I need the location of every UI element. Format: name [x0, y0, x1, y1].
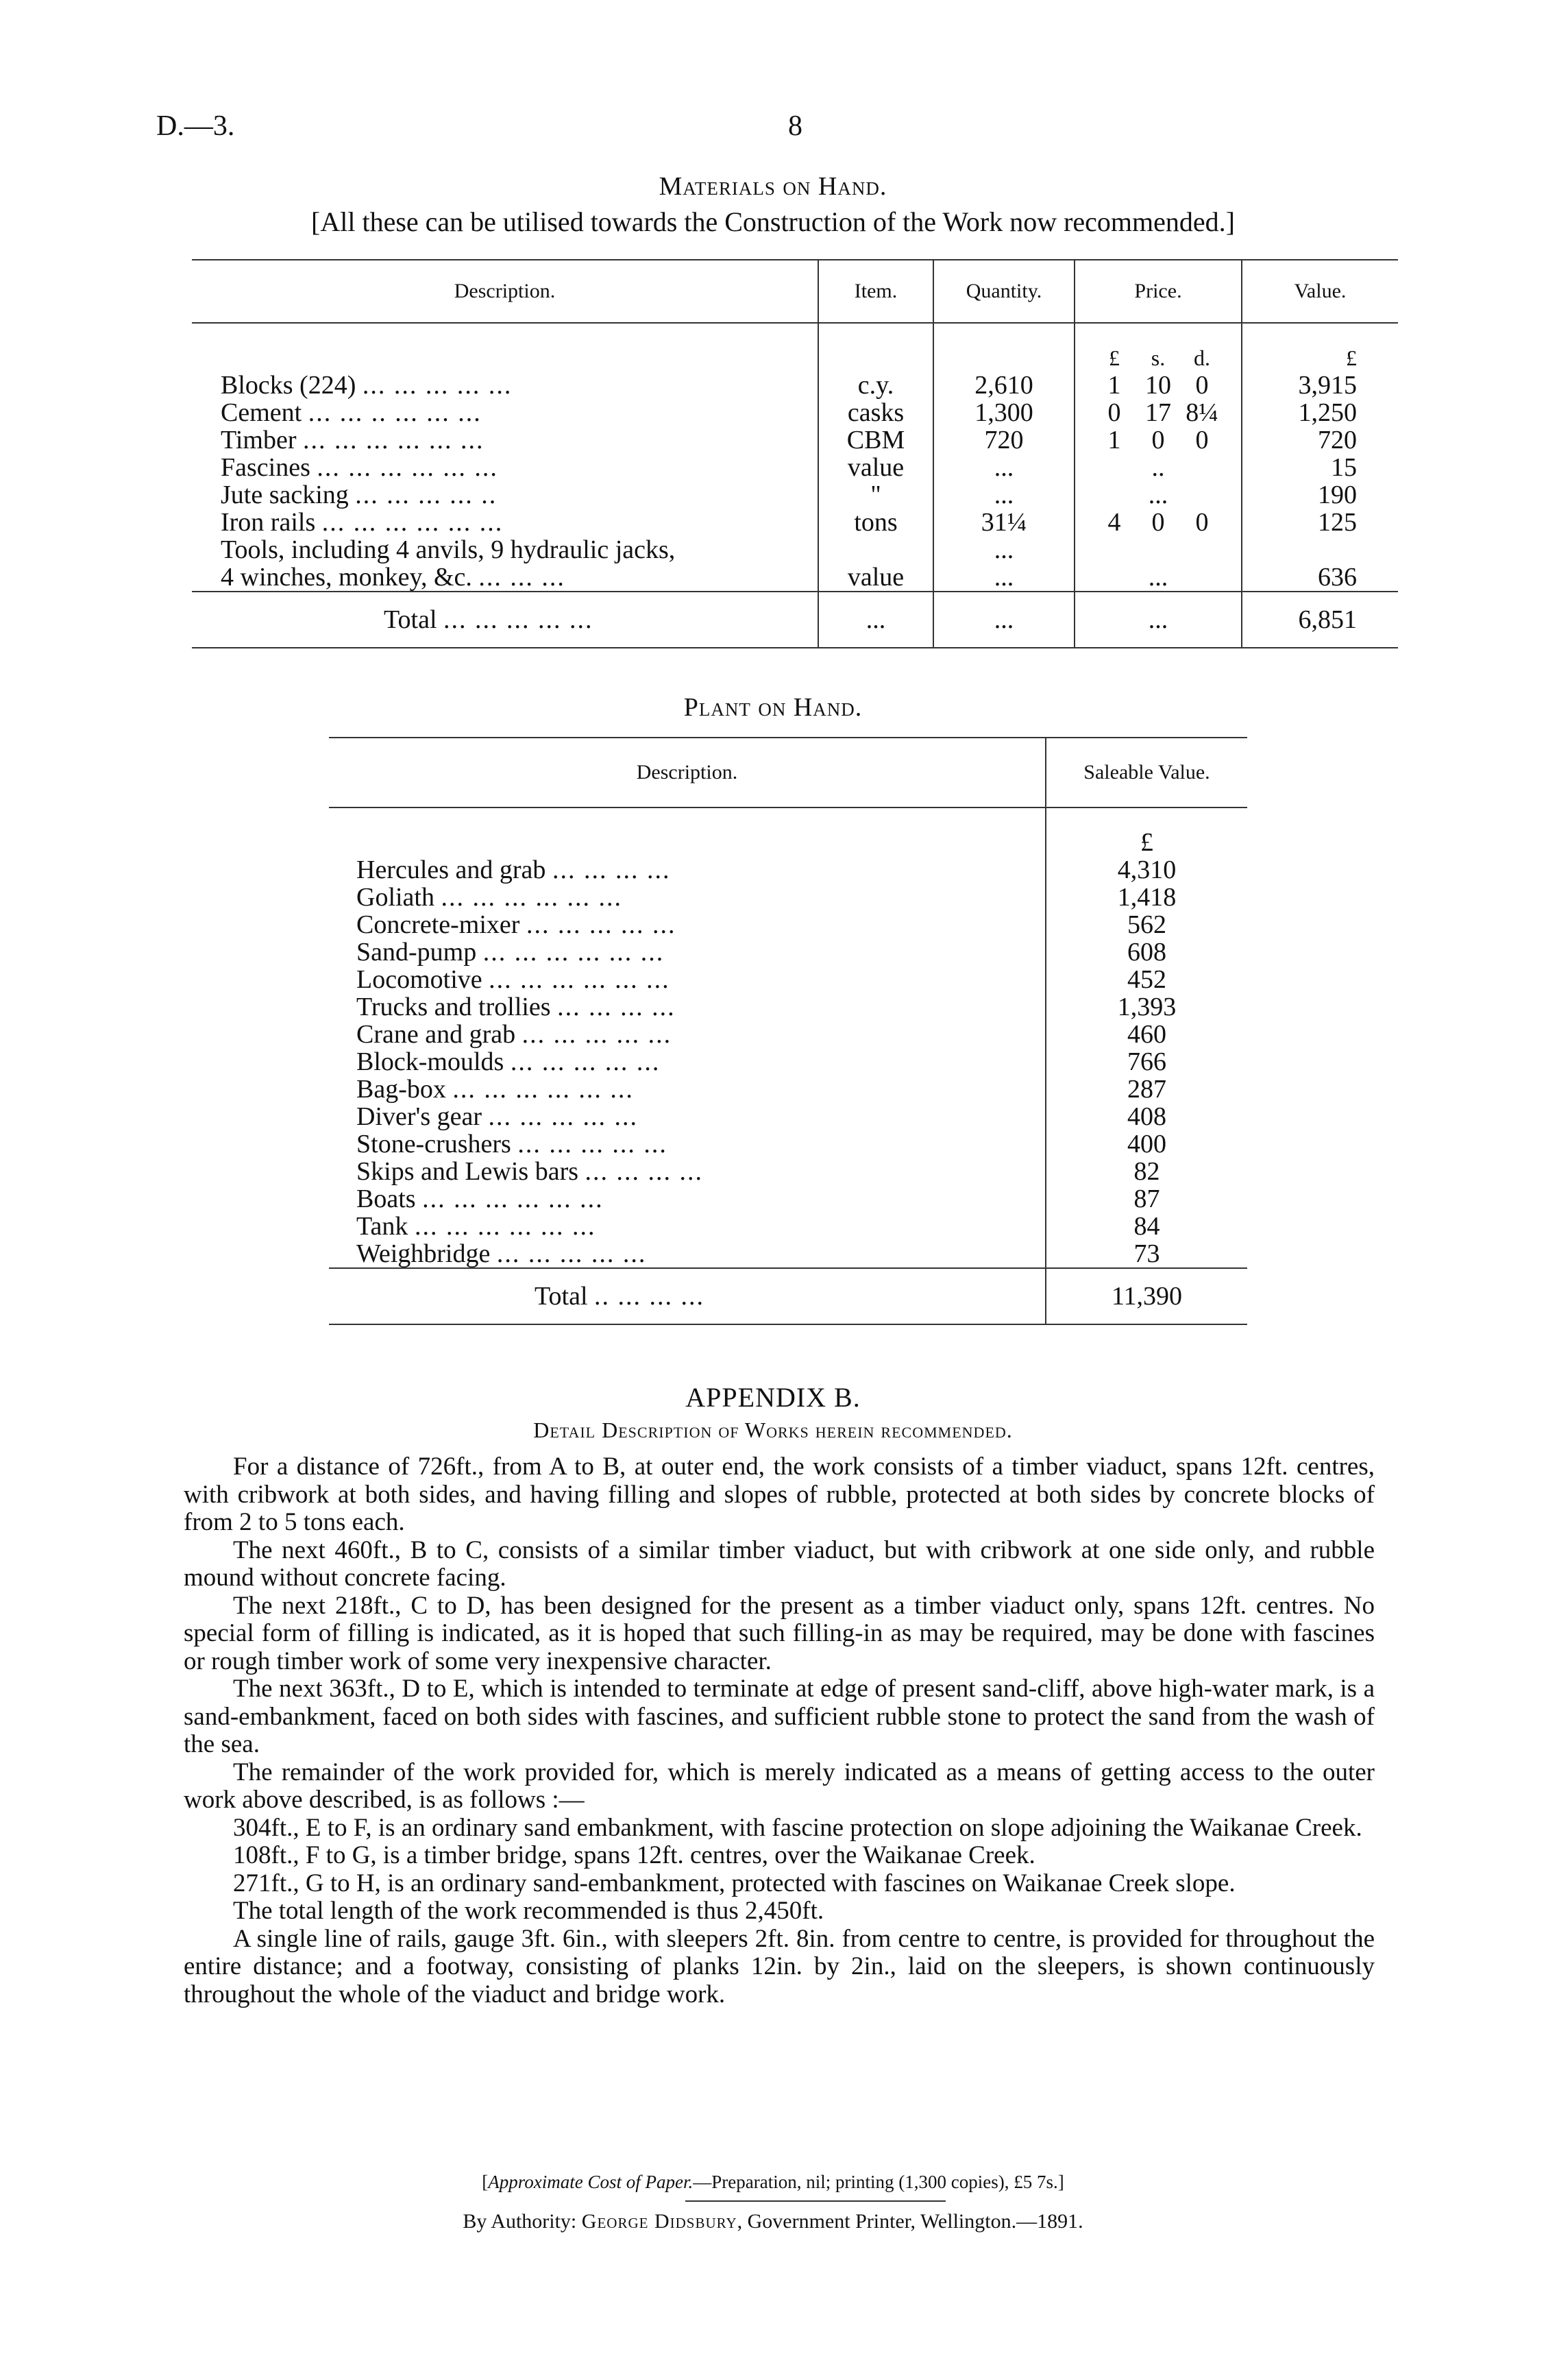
units-row: [192, 344, 1398, 372]
materials-row: [192, 399, 1398, 426]
row-leader: ... ... ... ... ..: [355, 481, 498, 509]
plant-row-value: 73: [1133, 1239, 1160, 1268]
row-value: 1,250: [1298, 398, 1357, 427]
materials-row: [192, 536, 1398, 563]
plant-row-value: 562: [1127, 910, 1166, 939]
plant-row-leader: ... ... ... ... ...: [517, 1130, 667, 1158]
materials-header-row: [192, 260, 1398, 323]
row-quantity: ...: [933, 454, 1075, 481]
plant-row-description-text: Crane and grab: [356, 1020, 516, 1049]
authority-prefix: By Authority:: [463, 2210, 577, 2233]
plant-row-value: 287: [1127, 1075, 1166, 1104]
plant-row-value: 408: [1127, 1102, 1166, 1131]
plant-row-leader: ... ... ... ... ... ...: [452, 1075, 634, 1104]
plant-row-leader: ... ... ... ... ... ...: [482, 938, 665, 967]
row-description-text: Fascines: [221, 453, 310, 482]
row-quantity: 1,300: [933, 399, 1075, 426]
plant-row-description: [329, 1048, 1046, 1076]
plant-row-value: 1,393: [1117, 993, 1177, 1021]
appendix-paragraph: 304ft., E to F, is an ordinary sand embankment, with fascine protection on slope adjoining the Waikanae Creek.: [233, 1813, 1362, 1842]
cost-text: —Preparation, nil; printing (1,300 copies), £5 7s.]: [693, 2172, 1064, 2192]
row-price: [1075, 426, 1242, 454]
plant-row-leader: ... ... ... ... ...: [510, 1047, 661, 1076]
row-leader: ... ... .. ... ... ...: [308, 398, 482, 427]
plant-row-description-text: Boats: [356, 1185, 416, 1213]
price-shillings: ...: [1148, 563, 1168, 592]
row-value: 125: [1318, 508, 1357, 537]
plant-row: [329, 1021, 1247, 1048]
row-description: [192, 372, 818, 399]
plant-row-description-text: Trucks and trollies: [356, 993, 551, 1021]
appendix-paragraph: The next 460ft., B to C, consists of a similar timber viaduct, but with cribwork at one side only, and rubble mound without concrete facing.: [184, 1535, 1375, 1592]
row-leader: ... ... ... ... ... ...: [303, 426, 484, 454]
row-description-text: Cement: [221, 398, 302, 427]
plant-row-leader: ... ... ... ... ...: [496, 1239, 647, 1268]
plant-row-description: [329, 856, 1046, 884]
row-leader: ... ... ... ... ... ...: [317, 453, 498, 482]
plant-row-leader: ... ... ... ... ... ...: [414, 1212, 596, 1241]
plant-total-row: [329, 1268, 1247, 1324]
printer-name: George Didsbury: [581, 2210, 737, 2233]
plant-row-description-text: Sand-pump: [356, 938, 477, 967]
row-quantity: 2,610: [933, 372, 1075, 399]
plant-total-label: Total: [535, 1282, 588, 1311]
row-description-text: Tools, including 4 anvils, 9 hydraulic jacks,: [221, 535, 676, 564]
document-reference: D.—3.: [156, 110, 235, 142]
row-description-text: 4 winches, monkey, &c.: [221, 563, 472, 592]
plant-row: [329, 1213, 1247, 1240]
price-shillings: 0: [1151, 426, 1165, 454]
plant-row-description: [329, 1103, 1046, 1130]
row-value: 190: [1318, 481, 1357, 509]
printer-authority: [0, 2210, 1546, 2233]
row-description: [192, 399, 818, 426]
price-pence: 0: [1195, 371, 1209, 400]
row-item: value: [818, 563, 933, 592]
price-shillings: 0: [1151, 508, 1165, 537]
appendix-paragraph: The total length of the work recommended is thus 2,450ft.: [233, 1897, 824, 1925]
plant-row-description: [329, 1185, 1046, 1213]
plant-row: [329, 938, 1247, 966]
plant-row-description: [329, 938, 1046, 966]
row-value: [1242, 536, 1398, 563]
materials-table: [192, 259, 1398, 648]
plant-row: [329, 1048, 1247, 1076]
plant-total-value: 11,390: [1046, 1268, 1247, 1324]
plant-row-value: 84: [1133, 1212, 1160, 1241]
plant-row-value: 608: [1127, 938, 1166, 967]
row-quantity: ...: [933, 536, 1075, 563]
plant-unit-row: [329, 829, 1247, 856]
plant-row-description: [329, 1213, 1046, 1240]
row-description-text: Timber: [221, 426, 297, 454]
col-price: Price.: [1075, 260, 1242, 323]
plant-col-value: Saleable Value.: [1046, 738, 1247, 807]
materials-row: [192, 426, 1398, 454]
plant-row-leader: ... ... ... ...: [557, 993, 676, 1021]
plant-row-description-text: Tank: [356, 1212, 408, 1241]
plant-row-description: [329, 966, 1046, 993]
plant-row: [329, 1240, 1247, 1268]
plant-row-value: 400: [1127, 1130, 1166, 1158]
plant-row-description: [329, 1130, 1046, 1158]
materials-title: Materials on Hand.: [659, 172, 887, 201]
row-price: [1075, 372, 1242, 399]
plant-unit: £: [1140, 828, 1153, 857]
plant-title: Plant on Hand.: [683, 693, 863, 722]
row-quantity: ...: [933, 563, 1075, 592]
row-price: [1075, 509, 1242, 536]
plant-row: [329, 993, 1247, 1021]
row-item: casks: [818, 399, 933, 426]
plant-row: [329, 911, 1247, 938]
plant-row-description: [329, 1240, 1046, 1268]
appendix-paragraph: 108ft., F to G, is a timber bridge, spans 12ft. centres, over the Waikanae Creek.: [233, 1841, 1035, 1869]
appendix-paragraph: For a distance of 726ft., from A to B, at outer end, the work consists of a timber viaduct, spans 12ft. centres, with cribwork at both sides, and having filling and slopes of rubble, protected at both sides by concrete blocks of from 2 to 5 tons each.: [184, 1453, 1375, 1536]
row-value: 636: [1318, 563, 1357, 592]
plant-row-value: 766: [1127, 1047, 1166, 1076]
plant-row-leader: ... ... ... ... ... ...: [489, 965, 670, 994]
row-description: [192, 536, 818, 563]
plant-row-description-text: Diver's gear: [356, 1102, 482, 1131]
plant-row: [329, 966, 1247, 993]
plant-row-description-text: Skips and Lewis bars: [356, 1157, 579, 1186]
price-pounds: 1: [1107, 426, 1121, 454]
col-description: Description.: [192, 260, 818, 323]
plant-row-description: [329, 884, 1046, 911]
row-description: [192, 509, 818, 536]
row-item: tons: [818, 509, 933, 536]
plant-total-leader: .. ... ... ...: [594, 1282, 705, 1311]
price-pence: 0: [1195, 426, 1209, 454]
materials-row: [192, 372, 1398, 399]
appendix-paragraph: The remainder of the work provided for, which is merely indicated as a means of getting access to the outer work above described, is as follows :—: [184, 1758, 1375, 1814]
plant-row-leader: ... ... ... ...: [585, 1157, 704, 1186]
unit-shillings: s.: [1151, 345, 1166, 370]
plant-row-value: 87: [1133, 1185, 1160, 1213]
price-shillings: ..: [1151, 453, 1165, 482]
plant-row-value: 4,310: [1117, 855, 1177, 884]
appendix-paragraph: A single line of rails, gauge 3ft. 6in., with sleepers 2ft. 8in. from centre to centre, is provided for throughout the entire distance; and a footway, consisting of planks 12in. by 2in., laid on the sleepers, is shown continuously throughout the whole of the viaduct and bridge work.: [184, 1924, 1375, 2008]
plant-row: [329, 1158, 1247, 1185]
materials-subtitle: [All these can be utilised towards the Construction of the Work now recommended.]: [311, 206, 1235, 237]
appendix-paragraph: The next 363ft., D to E, which is intended to terminate at edge of present sand-cliff, above high-water mark, is a sand-embankment, faced on both sides with fascines, and sufficient rubble stone to protect the sand from the wash of the sea.: [184, 1675, 1375, 1758]
total-leader: ... ... ... ... ...: [443, 605, 593, 634]
plant-col-description: Description.: [329, 738, 1046, 807]
plant-row-description: [329, 993, 1046, 1021]
plant-row-description-text: Locomotive: [356, 965, 482, 994]
plant-row-description-text: Goliath: [356, 883, 434, 912]
cost-open-bracket: [: [482, 2172, 489, 2192]
plant-row-value: 460: [1127, 1020, 1166, 1049]
row-value: 15: [1331, 453, 1357, 482]
plant-row-description: [329, 1158, 1046, 1185]
plant-table: [329, 737, 1247, 1325]
row-price: [1075, 481, 1242, 509]
row-description: [192, 481, 818, 509]
appendix-subtitle: Detail Description of Works herein recommended.: [533, 1418, 1013, 1442]
plant-row-description-text: Block-moulds: [356, 1047, 504, 1076]
row-description: [192, 426, 818, 454]
price-pence: 8¼: [1186, 398, 1218, 427]
row-description-text: Iron rails: [221, 508, 316, 537]
total-price: ...: [1075, 592, 1242, 648]
plant-row-description-text: Concrete-mixer: [356, 910, 520, 939]
col-item: Item.: [818, 260, 933, 323]
unit-pounds: £: [1109, 345, 1120, 370]
plant-row-value: 82: [1133, 1157, 1160, 1186]
plant-row: [329, 856, 1247, 884]
row-item: CBM: [818, 426, 933, 454]
row-description-text: Blocks (224): [221, 371, 356, 400]
row-leader: ... ... ...: [478, 563, 565, 592]
total-label: Total: [384, 605, 437, 634]
price-pounds: 1: [1107, 371, 1121, 400]
appendix-title: APPENDIX B.: [685, 1382, 861, 1413]
total-quantity: ...: [933, 592, 1075, 648]
price-pounds: 0: [1107, 398, 1121, 427]
row-item: value: [818, 454, 933, 481]
row-item: [818, 536, 933, 563]
row-quantity: 31¼: [933, 509, 1075, 536]
total-item: ...: [818, 592, 933, 648]
plant-row-value: 1,418: [1117, 883, 1177, 912]
appendix-paragraph: The next 218ft., C to D, has been designed for the present as a timber viaduct only, spans 12ft. centres. No special form of filling is indicated, as it is hoped that such filling-in as may be required, may be done with fascines or rough timber work of some very inexpensive character.: [184, 1591, 1375, 1675]
plant-row-description: [329, 1076, 1046, 1103]
plant-row-leader: ... ... ... ... ...: [526, 910, 676, 939]
plant-row-description: [329, 1021, 1046, 1048]
price-shillings: 17: [1145, 398, 1171, 427]
materials-row: [192, 563, 1398, 592]
materials-row: [192, 454, 1398, 481]
col-value: Value.: [1242, 260, 1398, 323]
col-quantity: Quantity.: [933, 260, 1075, 323]
row-item: ": [818, 481, 933, 509]
plant-row-leader: ... ... ... ...: [552, 855, 671, 884]
plant-row-leader: ... ... ... ... ... ...: [422, 1185, 604, 1213]
cost-note: [0, 2172, 1546, 2193]
row-price: [1075, 454, 1242, 481]
unit-pence: d.: [1194, 345, 1210, 370]
appendix-body: [184, 1453, 1375, 2008]
materials-total-row: [192, 592, 1398, 648]
cost-label: Approximate Cost of Paper.: [488, 2172, 694, 2192]
plant-row-leader: ... ... ... ... ...: [488, 1102, 639, 1131]
row-description: [192, 454, 818, 481]
price-shillings: ...: [1148, 481, 1168, 509]
row-leader: ... ... ... ... ... ...: [321, 508, 504, 537]
plant-row: [329, 1076, 1247, 1103]
total-value: 6,851: [1242, 592, 1398, 648]
row-quantity: 720: [933, 426, 1075, 454]
authority-suffix: , Government Printer, Wellington.—1891.: [737, 2210, 1083, 2233]
plant-row-value: 452: [1127, 965, 1166, 994]
row-item: c.y.: [818, 372, 933, 399]
row-price: [1075, 536, 1242, 563]
plant-row-leader: ... ... ... ... ...: [522, 1020, 672, 1049]
appendix-paragraph: 271ft., G to H, is an ordinary sand-embankment, protected with fascines on Waikanae Creek slope.: [233, 1869, 1236, 1897]
plant-row-description-text: Stone-crushers: [356, 1130, 511, 1158]
row-value: 3,915: [1298, 371, 1357, 400]
plant-row: [329, 884, 1247, 911]
plant-row-description-text: Bag-box: [356, 1075, 446, 1104]
materials-row: [192, 481, 1398, 509]
row-price: [1075, 399, 1242, 426]
plant-header-row: [329, 738, 1247, 807]
row-price: [1075, 563, 1242, 592]
price-shillings: 10: [1145, 371, 1171, 400]
unit-value: £: [1346, 345, 1357, 370]
row-value: 720: [1318, 426, 1357, 454]
row-leader: ... ... ... ... ...: [362, 371, 513, 400]
materials-row: [192, 509, 1398, 536]
plant-row-leader: ... ... ... ... ... ...: [441, 883, 622, 912]
row-description-text: Jute sacking: [221, 481, 349, 509]
row-description: [192, 563, 818, 592]
price-pounds: 4: [1107, 508, 1121, 537]
plant-row: [329, 1130, 1247, 1158]
plant-row-description: [329, 911, 1046, 938]
plant-row-description-text: Weighbridge: [356, 1239, 491, 1268]
plant-row: [329, 1103, 1247, 1130]
footer-rule: [685, 2200, 946, 2202]
page-number: 8: [788, 110, 802, 142]
price-pence: 0: [1195, 508, 1209, 537]
plant-row: [329, 1185, 1247, 1213]
plant-row-description-text: Hercules and grab: [356, 855, 546, 884]
row-quantity: ...: [933, 481, 1075, 509]
